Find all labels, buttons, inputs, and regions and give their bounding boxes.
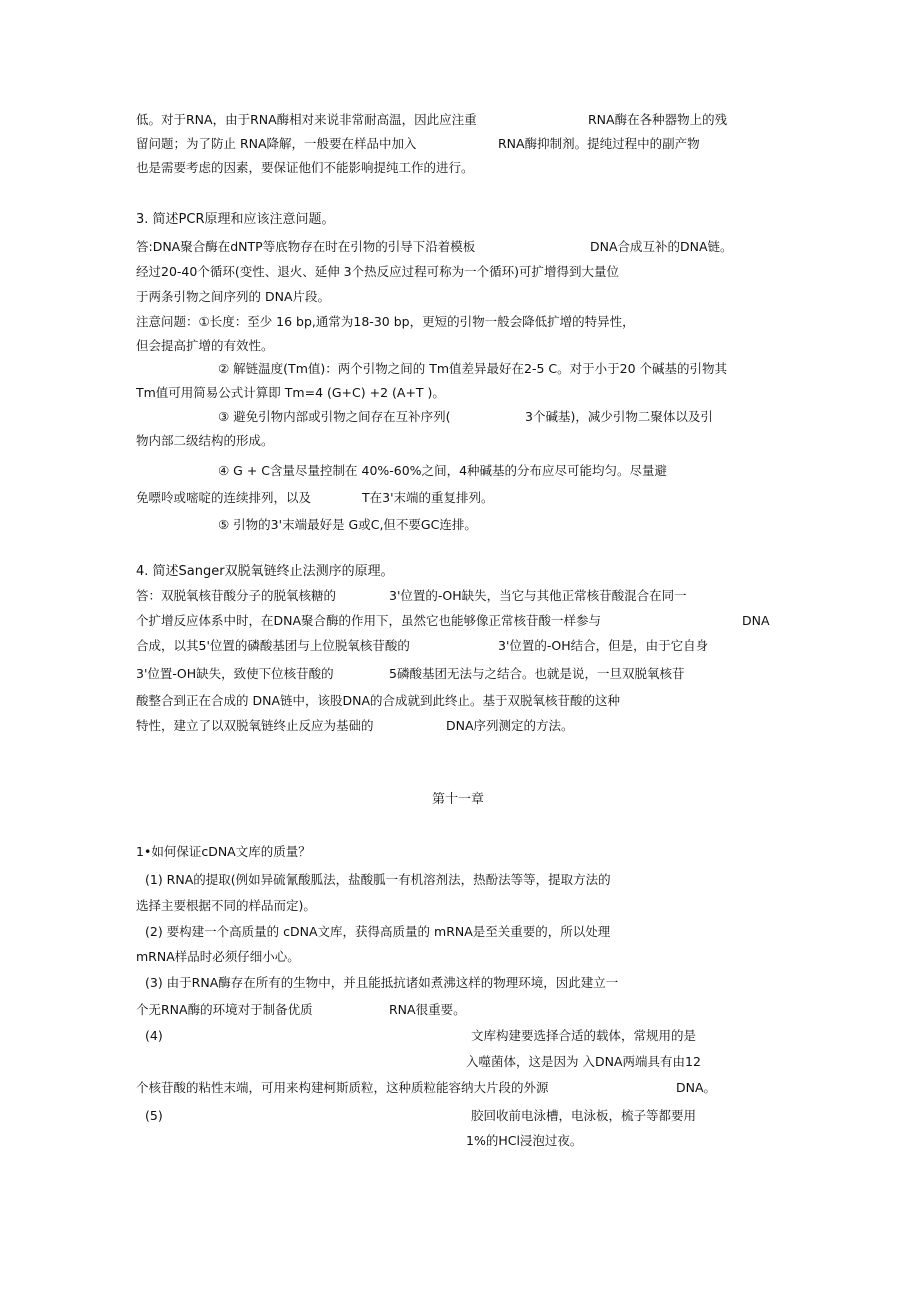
answer-line: 合成，以其5'位置的磷酸基团与上位脱氧核苷酸的: [136, 638, 410, 653]
answer-line: mRNA样品时必须仔细小心。: [136, 949, 300, 964]
answer-line: 个扩增反应体系中时，在DNA聚合酶的作用下，虽然它也能够像正常核苷酸一样参与: [136, 613, 602, 628]
note-line: T在3'末端的重复排列。: [362, 490, 494, 505]
paragraph-line: 也是需要考虑的因素，要保证他们不能影响提纯工作的进行。: [136, 160, 474, 175]
note-line: ⑤ 引物的3'末端最好是 G或C,但不要GC连排。: [218, 517, 477, 532]
answer-line: 答:DNA聚合酶在dNTP等底物存在时在引物的引导下沿着模板: [136, 239, 476, 254]
answer-line: 于两条引物之间序列的 DNA片段。: [136, 289, 331, 304]
answer-line: DNA。: [676, 1080, 717, 1095]
chapter-title: 第十一章: [432, 792, 485, 807]
answer-line: 3'位置的-OH结合，但是，由于它自身: [498, 638, 709, 653]
paragraph-line: 低。对于RNA，由于RNA酶相对来说非常耐高温，因此应注重: [136, 112, 477, 127]
note-line: 但会提高扩增的有效性。: [136, 338, 274, 353]
answer-line: 3'位置的-OH缺失，当它与其他正常核苷酸混合在同一: [389, 588, 687, 603]
note-line: ④ G + C含量尽量控制在 40%-60%之间，4种碱基的分布应尽可能均匀。尽量避: [218, 463, 668, 478]
answer-line: (1) RNA的提取(例如异硫氰酸胍法，盐酸胍一有机溶剂法，热酚法等等，提取方法的: [145, 872, 611, 887]
answer-line: 个无RNA酶的环境对于制备优质: [136, 1002, 313, 1017]
answer-line: 答：双脱氧核苷酸分子的脱氧核糖的: [136, 588, 337, 603]
note-line: 物内部二级结构的形成。: [136, 433, 274, 448]
question-3-title: 3. 简述PCR原理和应该注意问题。: [136, 212, 335, 227]
note-line: Tm值可用简易公式计算即 Tm=4 (G+C) +2 (A+T )。: [136, 385, 445, 400]
answer-line: 选择主要根据不同的样品而定)。: [136, 898, 316, 913]
question-4-title: 4. 简述Sanger双脱氧链终止法测序的原理。: [136, 564, 394, 579]
answer-line: 3'位置-OH缺失，致使下位核苷酸的: [136, 666, 334, 681]
note-line: 3个碱基)，减少引物二聚体以及引: [525, 409, 713, 424]
answer-line: 胶回收前电泳槽，电泳板，梳子等都要用: [471, 1108, 697, 1123]
paragraph-line: RNA酶在各种器物上的残: [588, 112, 728, 127]
question-1-title: 1•如何保证cDNA文库的质量？: [136, 844, 311, 859]
note-line: ③ 避免引物内部或引物之间存在互补序列(: [218, 409, 451, 424]
answer-line: DNA: [742, 613, 770, 628]
note-line: 免嘌呤或嘧啶的连续排列，以及: [136, 490, 312, 505]
answer-line: 文库构建要选择合适的载体，常规用的是: [471, 1028, 697, 1043]
answer-line: 酸整合到正在合成的 DNA链中，该股DNA的合成就到此终止。基于双脱氧核苷酸的这种: [136, 693, 621, 708]
answer-line: (2) 要构建一个高质量的 cDNA文库，获得高质量的 mRNA是至关重要的，所以处理: [145, 924, 611, 939]
answer-line: 5磷酸基团无法与之结合。也就是说，一旦双脱氧核苷: [389, 666, 685, 681]
item-number: (4): [145, 1028, 163, 1043]
answer-line: (3) 由于RNA酶存在所有的生物中，并且能抵抗诸如煮沸这样的物理环境，因此建立一: [145, 975, 619, 990]
paragraph-line: 留问题；为了防止 RNA降解，一般要在样品中加入: [136, 136, 417, 151]
note-line: 注意问题：①长度：至少 16 bp,通常为18-30 bp，更短的引物一般会降低扩增的特异性，: [136, 314, 635, 329]
answer-line: 1%的HCl浸泡过夜。: [466, 1133, 583, 1148]
answer-line: RNA很重要。: [389, 1002, 466, 1017]
note-line: ② 解链温度(Tm值)：两个引物之间的 Tm值差异最好在2-5 C。对于小于20 个碱基的引物其: [218, 361, 728, 376]
item-number: (5): [145, 1108, 163, 1123]
paragraph-line: RNA酶抑制剂。提纯过程中的副产物: [498, 136, 700, 151]
answer-line: 入噬菌体，这是因为 入DNA两端具有由12: [466, 1054, 701, 1069]
answer-line: 特性，建立了以双脱氧链终止反应为基础的: [136, 718, 374, 733]
answer-line: DNA序列测定的方法。: [446, 718, 574, 733]
answer-line: 个核苷酸的粘性末端，可用来构建柯斯质粒，这种质粒能容纳大片段的外源: [136, 1080, 549, 1095]
answer-line: 经过20-40个循环(变性、退火、延伸 3个热反应过程可称为一个循环)可扩增得到大量位: [136, 264, 620, 279]
answer-line: DNA合成互补的DNA链。: [590, 239, 733, 254]
